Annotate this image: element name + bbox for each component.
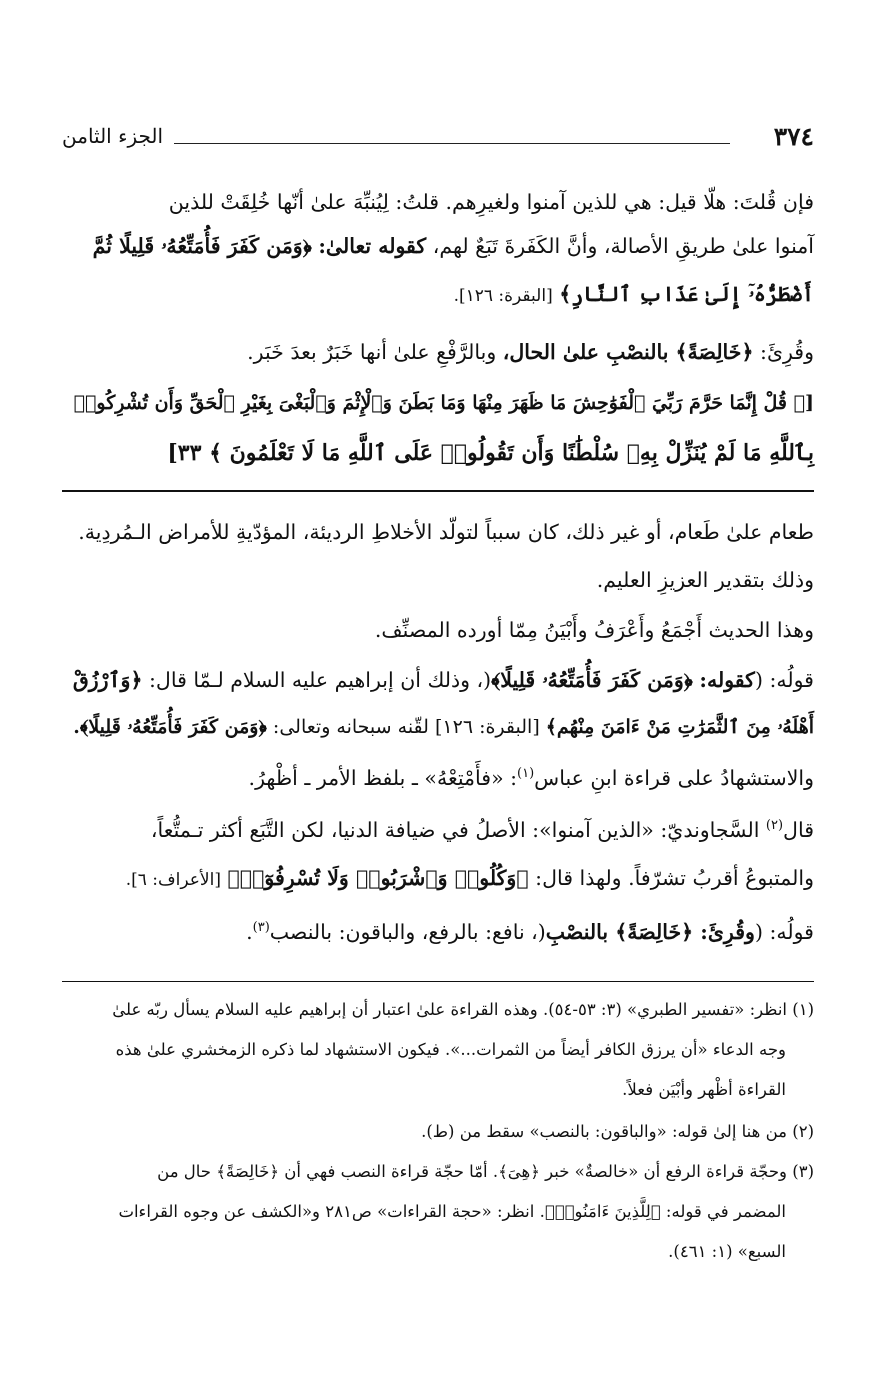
- footnote-1-line-3: القراءة أظْهر وأبْيَن فعلاً.: [622, 1080, 786, 1099]
- text: وقُرِئَ:: [760, 340, 814, 364]
- lower-line-1: طعام علىٰ طَعام، أو غير ذلك، كان سبباً لتولّد الأخلاطِ الرديئة، المؤدّيةِ للأمراض الـمُردِية.: [78, 520, 814, 544]
- footnote-ref[interactable]: (١): [517, 766, 535, 782]
- lower-line-2: وذلك بتقدير العزيزِ العليم.: [596, 568, 814, 592]
- quran-quote: أَضْطَرُّهُۥٓ إِلَىٰ عَذَابِ ٱلنَّارِ﴾: [559, 282, 814, 306]
- footnote-2-line-1: (٢) من هنا إلىٰ قوله: «والباقون: بالنصب» سقط من (ط).: [421, 1122, 814, 1141]
- text: قال: [783, 818, 814, 842]
- footnote-1-line-1: (١) انظر: «تفسير الطبري» (٣: ٥٣-٥٤). وهذه القراءة علىٰ اعتبار أن إبراهيم عليه السلام يسأل ربّه علىٰ: [112, 1000, 814, 1019]
- lower-line-7: [62, 818, 814, 842]
- lower-line-9: [62, 920, 814, 944]
- lower-line-8: [62, 866, 814, 890]
- quran-quote: ﴿وَمَن كَفَرَ فَأُمَتِّعُهُۥ قَلِيلًا﴾: [491, 668, 693, 692]
- main-rule: [62, 490, 814, 492]
- upper-line-1: [62, 190, 814, 214]
- quran-quote: ﴿وَكُلُوا۟ وَٱشْرَبُوا۟ وَلَا تُسْرِفُوٓا۟﴾: [227, 866, 529, 890]
- lower-line-3: وهذا الحديث أَجْمَعُ وأَعْرَفُ وأَبْيَنُ مِمّا أورده المصنِّف.: [374, 618, 814, 642]
- part-title: الجزء الثامن: [62, 124, 164, 148]
- lower-line-5: [62, 716, 814, 738]
- bold-text: كقوله:: [699, 668, 755, 692]
- quran-quote: ﴿وَٱرْزُقْ: [72, 668, 143, 692]
- footnote-3-line-1: (٣) وحجّة قراءة الرفع أن «خالصةٌ» خبر ﴿هِىَ﴾. أمّا حجّة قراءة النصب فهي أن ﴿خَالِصَةً﴾ حال من: [157, 1162, 814, 1181]
- book-page: [62, 0, 814, 1391]
- citation: [البقرة: ١٢٦].: [453, 286, 553, 306]
- text: قولُه: (: [754, 668, 814, 692]
- lower-line-6: [62, 766, 814, 790]
- text: [البقرة: ١٢٦] لقّنه سبحانه وتعالى:: [272, 716, 540, 738]
- bold-text: ﴿خَالِصَةً﴾ بالنصْبِ علىٰ الحال،: [502, 340, 754, 364]
- text: والاستشهادُ على قراءة ابنِ عباس: [534, 766, 814, 790]
- text: : «فأَمْتِعْهُ» ـ بلفظ الأمر ـ أظْهرُ.: [248, 766, 518, 790]
- page-header: [62, 122, 814, 162]
- text: وبالرَّفْعِ علىٰ أنها خَبَرٌ بعدَ خَبَر.: [247, 340, 497, 364]
- citation: [الأعراف: ٦].: [125, 870, 221, 890]
- quran-quote: أَهْلَهُۥ مِنَ ٱلثَّمَرَٰتِ مَنْ ءَامَنَ مِنْهُم﴾: [545, 716, 814, 738]
- page-number: ٣٧٤: [773, 122, 814, 151]
- text: فإن قُلتَ: هلّا قيل: هي للذين آمنوا ولغيرِهم. قلتُ: لِيُنبِّهَ علىٰ أنّها خُلِقَتْ للذين: [168, 190, 814, 214]
- upper-line-2: [62, 234, 814, 259]
- text: (، وذلك أن إبراهيم عليه السلام لـمّا قال:: [149, 668, 492, 692]
- upper-line-3: [62, 282, 814, 307]
- text: قولُه: (: [754, 920, 814, 944]
- text: (، نافع: بالرفع، والباقون: بالنصب: [269, 920, 546, 944]
- footnote-ref[interactable]: (٣): [252, 920, 270, 936]
- text: آمنوا علىٰ طريقِ الأصالة، وأنَّ الكَفَرةَ تَبَعٌ لهم،: [432, 234, 814, 258]
- lower-line-4: [62, 668, 814, 693]
- footnote-1-line-2: وجه الدعاء «أن يرزق الكافر أيضاً من الثمرات...». فيكون الاستشهاد لما ذكره الزمخشري علىٰ هذه: [115, 1040, 786, 1059]
- footnote-3-line-3: السبع» (١: ٤٦١).: [668, 1242, 786, 1261]
- footnote-ref[interactable]: (٢): [765, 818, 784, 834]
- quran-quote: ﴿وَمَن كَفَرَ فَأُمَتِّعُهُۥ قَلِيلًا﴾.: [73, 716, 267, 738]
- quran-quote: ﴿وَمَن كَفَرَ فَأُمَتِّعُهُۥ قَلِيلًا ثُمَّ: [92, 234, 312, 258]
- verse-line-2: بِٱللَّهِ مَا لَمْ يُنَزِّلْ بِهِۦ سُلْطَٰنًا وَأَن تَقُولُوا۟ عَلَى ٱللَّهِ مَا لَا تَعْلَمُونَ ﴾ ٣٣]: [167, 440, 814, 466]
- upper-line-4: [62, 340, 814, 364]
- verse-line-1: [﴿ قُلْ إِنَّمَا حَرَّمَ رَبِّيَ ٱلْفَوَٰحِشَ مَا ظَهَرَ مِنْهَا وَمَا بَطَنَ وَٱلْإِثْمَ وَٱلْبَغْىَ بِغَيْرِ ٱلْحَقِّ وَأَن تُشْرِكُوا۟: [73, 392, 814, 414]
- text: السَّجاونديّ: «الذين آمنوا»: الأصلُ في ضيافة الدنيا، لكن التَّبَع أكثر تـمتُّعاً،: [150, 818, 766, 842]
- bold-text: وقُرِئَ: ﴿خَالِصَةً﴾ بالنصْبِ: [545, 920, 755, 944]
- bold-text: كقوله تعالىٰ:: [318, 234, 427, 258]
- header-rule: [174, 143, 730, 144]
- footnote-3-line-2: المضمر في قوله: ﴿لِلَّذِينَ ءَامَنُوا۟﴾. انظر: «حجة القراءات» ص٢٨١ و«الكشف عن وجوه القراءات: [118, 1202, 786, 1221]
- text: والمتبوعُ أقربُ تشرّفاً. ولهذا قال:: [535, 866, 814, 890]
- footnote-rule: [62, 981, 814, 982]
- text: .: [246, 920, 253, 944]
